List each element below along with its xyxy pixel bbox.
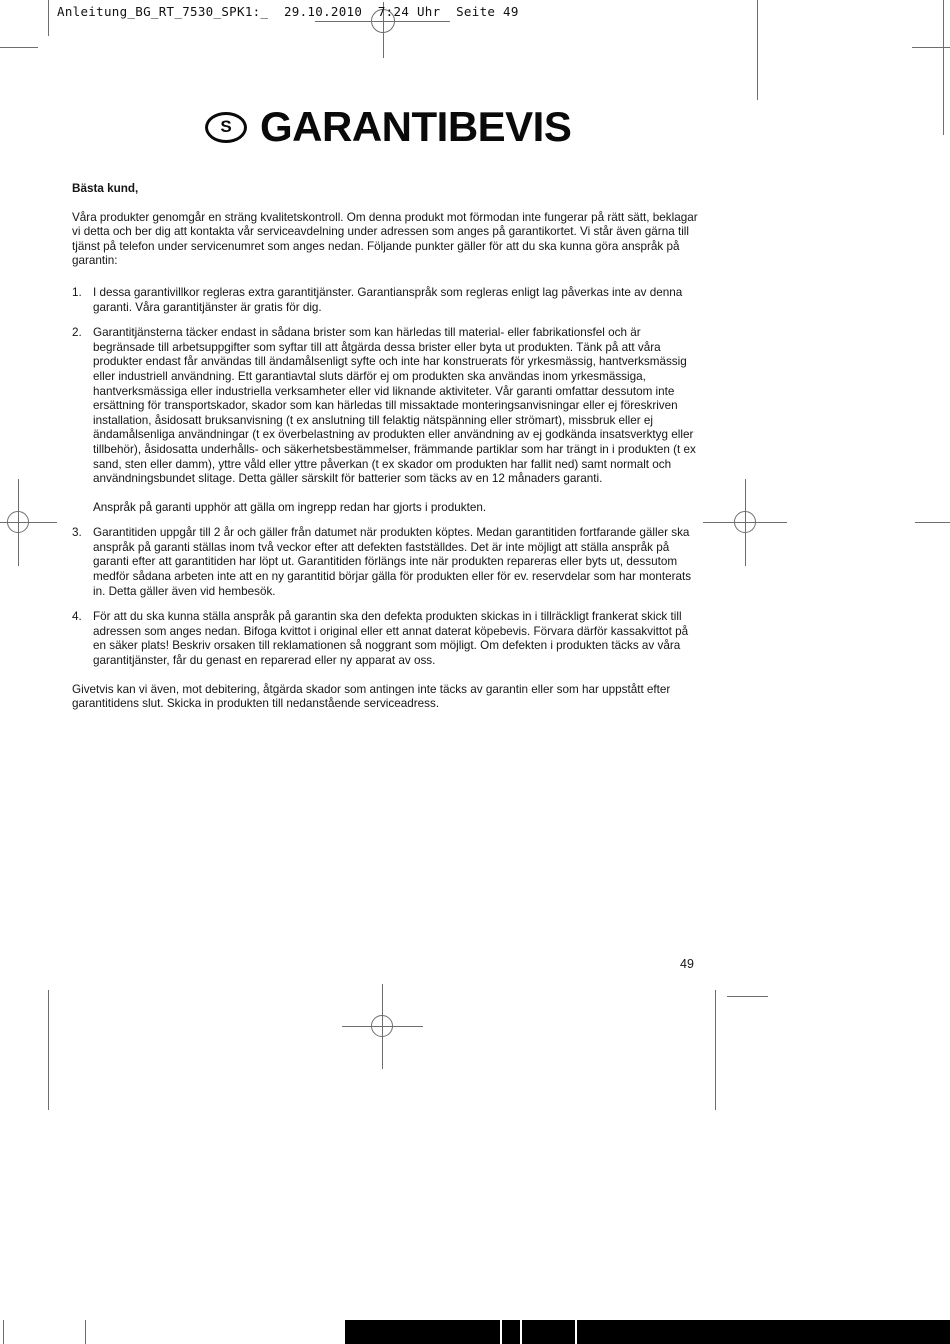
salutation: Bästa kund,: [72, 182, 139, 195]
crop-mark-bottom-right-vertical: [715, 990, 716, 1110]
title-block: [205, 103, 571, 151]
list-item-text: För att du ska kunna ställa anspråk på garantin ska den defekta produkten skickas in i tillräckligt frankerat skick till adressen som anges nedan. Bifoga kvittot i original eller ett annat daterat köpebevis. Förvara därför kassakvittot på en säker plats! Beskriv orsaken till reklamationen så noggrant som möjligt. Om defekten i produkten täcks av våra garantitjänster, får du genast en reparerad eller ny apparat av oss.: [93, 610, 689, 668]
list-item-number: 2.: [72, 326, 82, 340]
crop-mark-bottom-edge-1: [3, 1320, 4, 1344]
scan-bar-slit: [520, 1320, 522, 1344]
crop-mark-bottom-left-vertical: [48, 990, 49, 1110]
list-item-number: 3.: [72, 526, 82, 540]
list-item-number: 4.: [72, 610, 82, 624]
crop-mark-top-left-vertical: [48, 0, 49, 36]
bottom-scan-bar: [345, 1320, 950, 1344]
crop-mark-top-right-vertical: [757, 0, 758, 100]
crop-mark-top-right-horizontal: [912, 47, 950, 48]
list-item-text: I dessa garantivillkor regleras extra garantitjänster. Garantianspråk som regleras enligt lag påverkas inte av denna garanti. Våra garantitjänster är gratis för dig.: [93, 285, 683, 314]
crop-mark-right-edge-vertical: [943, 0, 944, 135]
crop-mark-bottom-edge-2: [85, 1320, 86, 1344]
scan-bar-slit: [575, 1320, 577, 1344]
page-number: 49: [680, 957, 694, 971]
list-item-number: 1.: [72, 285, 82, 299]
scan-bar-slit: [500, 1320, 502, 1344]
warranty-void-note: Anspråk på garanti upphör att gälla om ingrepp redan har gjorts i produkten.: [93, 500, 487, 514]
list-item: [72, 286, 699, 315]
crop-mark-middle-right-horizontal: [915, 522, 950, 523]
list-item-text: [93, 326, 699, 515]
list-item: [72, 326, 699, 515]
list-item-main-text: Garantitjänsterna täcker endast in sådana brister som kan härledas till material- eller fabrikationsfel och är begränsade till arbetsuppgifter som syftar till att åtgärda dessa brister eller byta ut produkten. Tänk på att våra produkter endast får användas till ändamålsenligt syfte och inte har konstruerats för yrkesmässig, hantverksmässig eller industriell användning. Ett garantiavtal sluts därför ej om produkten ska användas inom yrkesmässiga, hantverksmässiga eller industriella verksamheter eller vid liknande aktiviteter. Vår garanti omfattar dessutom inte ersättning för transportskador, skador som kan härledas till missaktade monteringsanvisningar eller ej föreskriven installation, åsidosatt bruksanvisning (t ex anslutning till felaktig nätspänning eller strömart), missbruk eller ej ändamålsenliga användningar (t ex överbelastning av produkten eller användning av ej godkända insatsverktyg eller tillbehör), åsidosatta underhålls- och säkerhetsbestämmelser, främmande partiklar som har trängt in i produkten (t ex sand, sten eller damm), yttre våld eller yttre påverkan (t ex skador om produkten har fallit ned) samt normalt och användningsbundet slitage. Detta gäller särskilt för batterier som täcks av en 12 månaders garanti.: [93, 326, 696, 486]
crop-mark-below-page-number: [727, 996, 768, 997]
intro-paragraph: Våra produkter genomgår en sträng kvalitetskontroll. Om denna produkt mot förmodan inte fungerar på rätt sätt, beklagar vi detta och ber dig att kontakta vår serviceavdelning under adressen som anges på garantikortet. Vi står även gärna till tjänst på telefon under servicenumret som anges nedan. Följande punkter gäller för att du ska kunna göra anspråk på garantin:: [72, 210, 698, 268]
list-item: [72, 610, 699, 668]
page-title: GARANTIBEVIS: [260, 103, 572, 150]
print-job-header: Anleitung_BG_RT_7530_SPK1:_ 29.10.2010 7:24 Uhr Seite 49: [57, 4, 519, 19]
closing-paragraph: Givetvis kan vi även, mot debitering, åtgärda skador som antingen inte täcks av garantin eller som har uppstått efter garantitidens slut. Skicka in produkten till nedanstående serviceadress.: [72, 682, 671, 711]
crop-mark-top-left-horizontal: [0, 47, 38, 48]
warranty-conditions-list: [72, 286, 699, 669]
language-badge-icon: S: [205, 112, 247, 143]
warranty-text: [72, 182, 699, 712]
list-item: [72, 526, 699, 599]
list-item-text: Garantitiden uppgår till 2 år och gäller från datumet när produkten köptes. Medan garantitiden fortfarande gäller ska anspråk på garanti ställas inom två veckor efter att defekten fastställdes. Det är inte möjligt att ställa anspråk på garanti efter att garantitiden har löpt ut. Garantitiden förlängs inte när produkten repareras eller byts ut, dessutom medför sådana arbeten inte att en ny garantitid börjar gälla för produkten eller för ev. reservdelar som har monterats in. Detta gäller även vid hembesök.: [93, 526, 692, 598]
